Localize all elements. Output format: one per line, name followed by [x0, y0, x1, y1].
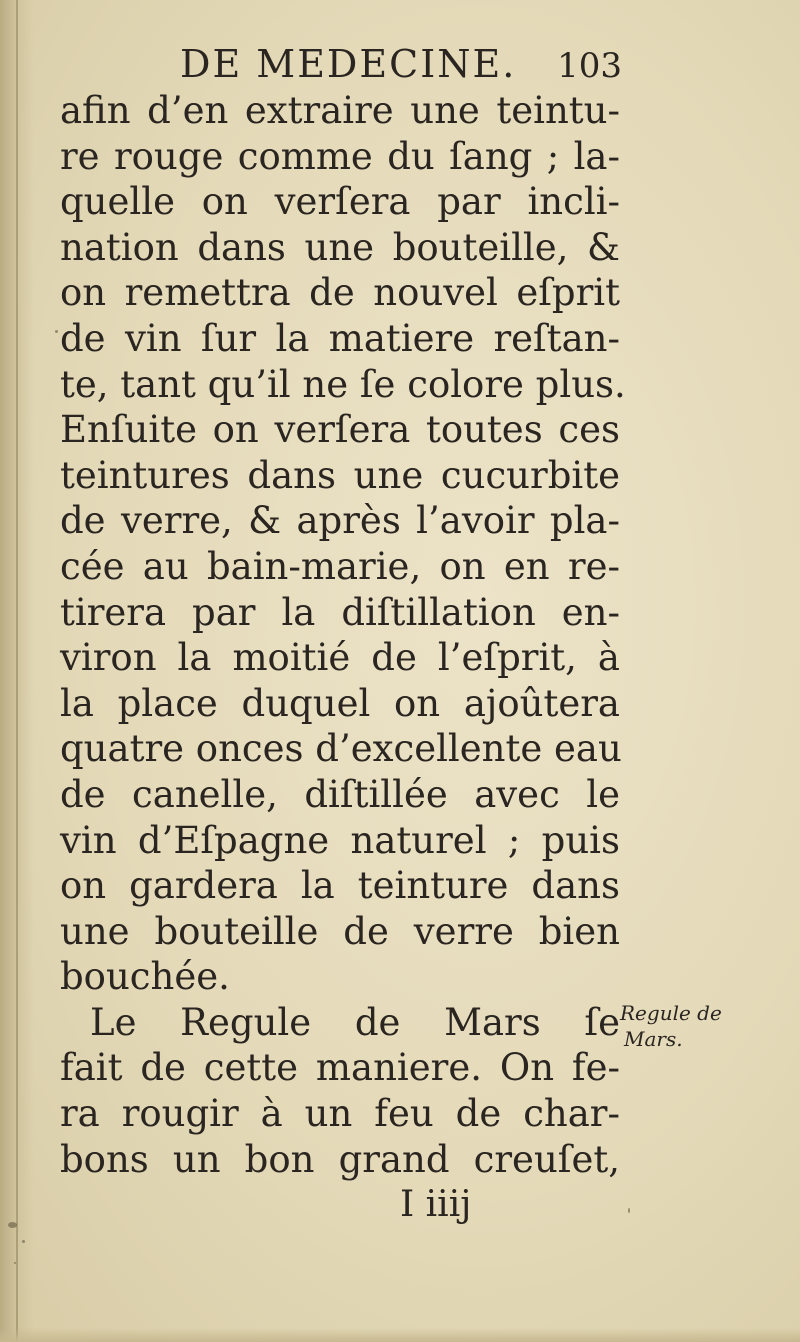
text-line: une bouteille de verre bien — [60, 909, 620, 953]
signature-mark: I iiij — [400, 1184, 472, 1225]
text-line: viron la moitié de l’eſprit, à — [60, 636, 620, 680]
text-line: Le Regule de Mars ſe — [90, 1000, 620, 1044]
text-line: cée au bain-marie, on en re- — [60, 544, 620, 588]
text-line: de canelle, diſtillée avec le — [60, 772, 620, 816]
margin-note — [620, 1000, 750, 1052]
text-line: afin d’en extraire une teintu- — [60, 89, 620, 132]
ink-speck — [8, 1222, 17, 1228]
text-line: quelle on verſera par incli- — [60, 180, 620, 224]
binding-edge — [16, 0, 18, 1342]
text-line: vin d’Eſpagne naturel ; puis — [60, 818, 620, 862]
page-bottom-edge — [0, 1328, 800, 1342]
page-number: 103 — [557, 46, 622, 86]
text-line: on remettra de nouvel eſprit — [60, 271, 620, 315]
text-line: nation dans une bouteille, & — [60, 225, 620, 269]
text-line: bons un bon grand creuſet, — [60, 1137, 620, 1181]
ink-speck — [22, 1240, 25, 1243]
text-line: la place duquel on ajoûtera — [60, 681, 620, 725]
running-head: DE MEDECINE. — [180, 42, 517, 86]
text-line: fait de cette maniere. On fe- — [60, 1046, 620, 1090]
text-line: tirera par la diſtillation en- — [60, 590, 620, 634]
text-line: de vin ſur la matiere reſtan- — [60, 316, 620, 360]
text-line: ra rougir à un feu de char- — [60, 1092, 620, 1136]
text-line: de verre, & après l’avoir pla- — [60, 499, 620, 543]
ink-speck — [14, 1262, 16, 1264]
text-line: teintures dans une cucurbite — [60, 453, 620, 497]
text-line: Enſuite on verſera toutes ces — [60, 408, 620, 452]
text-line: bouchée. — [60, 955, 230, 999]
text-line: on gardera la teinture dans — [60, 864, 620, 908]
body-text — [60, 88, 626, 1182]
ink-speck — [628, 1208, 630, 1213]
text-line: quatre onces d’excellente eau — [60, 727, 622, 771]
text-line: te, tant qu’il ne ſe colore plus. — [60, 362, 626, 406]
margin-note-line: Mars. — [624, 1027, 683, 1051]
margin-note-line: Regule de — [620, 1001, 722, 1025]
text-line: re rouge comme du ſang ; la- — [60, 134, 620, 178]
ink-speck — [55, 330, 58, 333]
